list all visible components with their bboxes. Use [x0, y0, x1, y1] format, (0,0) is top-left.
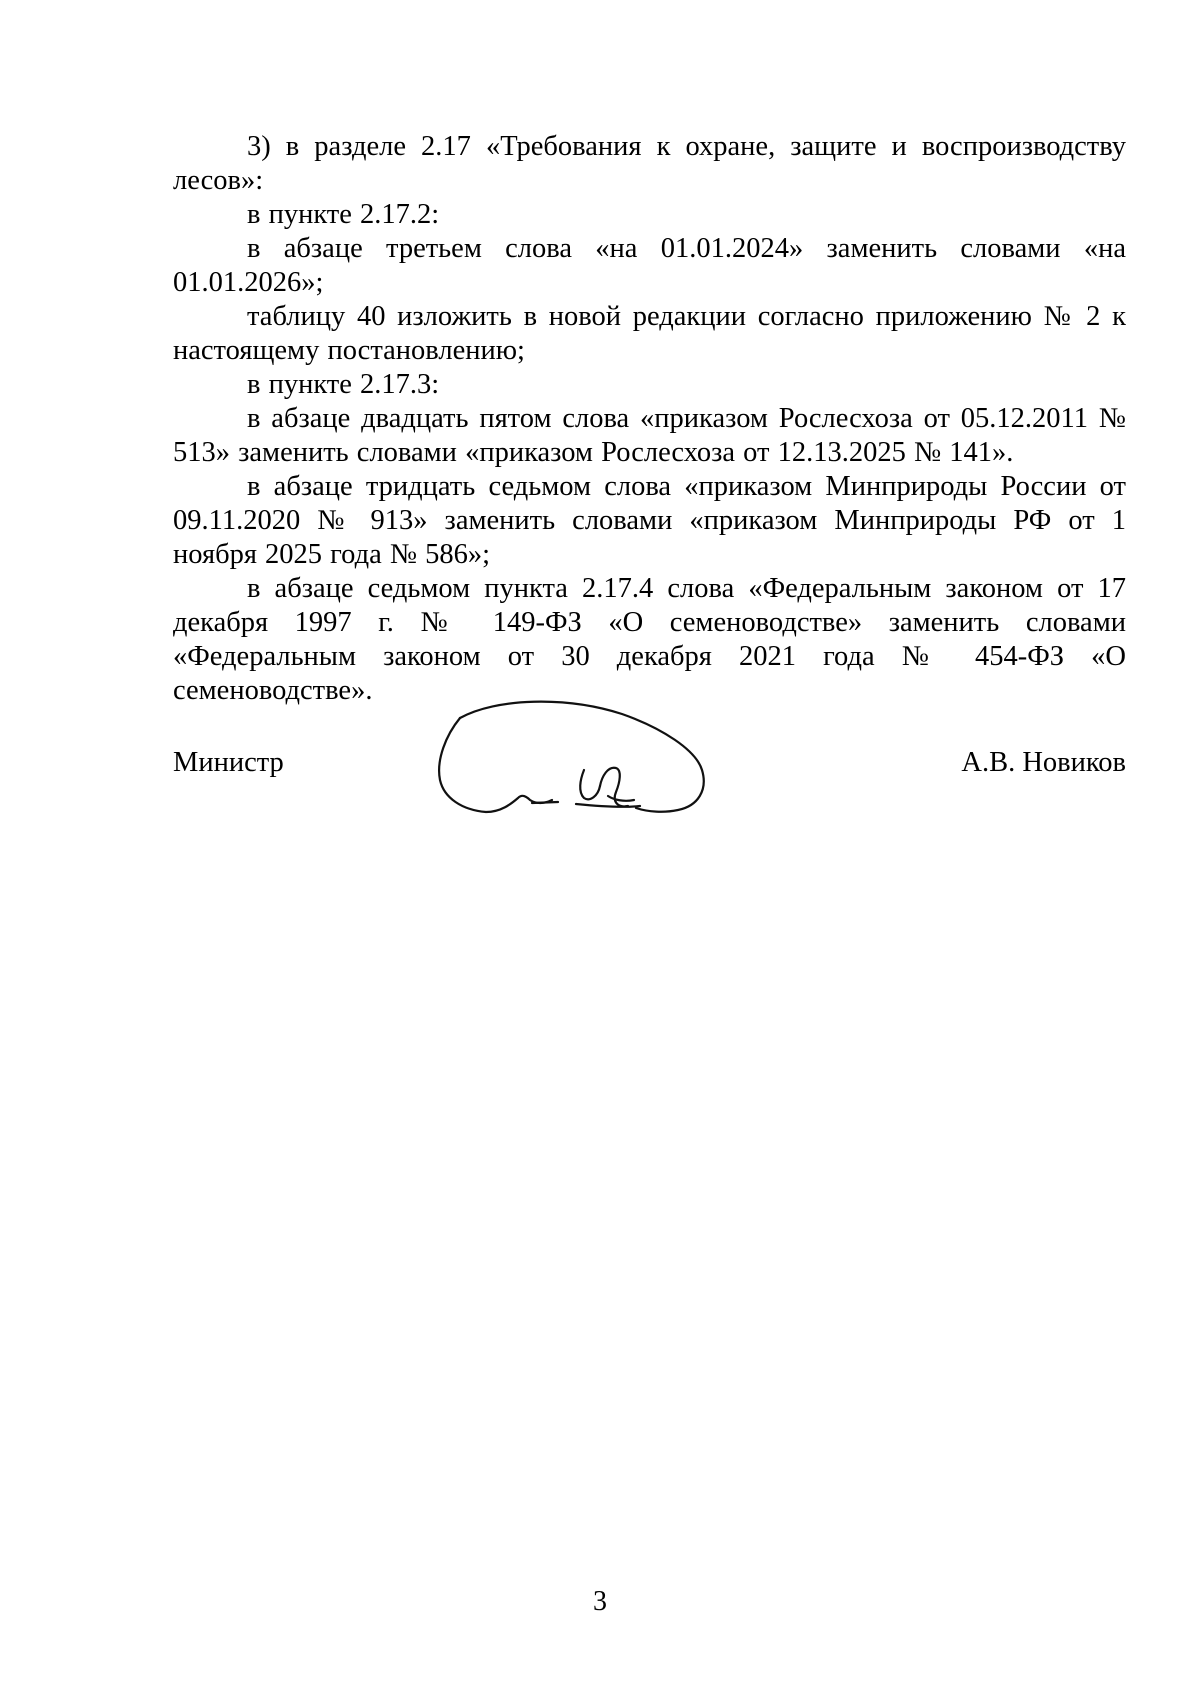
paragraph-point-2-17-4: в абзаце седьмом пункта 2.17.4 слова «Федеральным законом от 17 декабря 1997 г. № 149-ФЗ «О семеноводстве» заменить словами «Федеральным законом от 30 декабря 2021 года № 454-ФЗ «О семеноводстве».: [173, 573, 1126, 706]
position-title: Министр: [173, 747, 284, 778]
paragraph-section-2-17: 3) в разделе 2.17 «Требования к охране, защите и воспроизводству лесов»:: [173, 131, 1126, 196]
signature-block: [173, 700, 1126, 820]
document-body: [173, 130, 1126, 708]
paragraph-thirty-seventh-abzac: в абзаце тридцать седьмом слова «приказом Минприроды России от 09.11.2020 № 913» заменить словами «приказом Минприроды РФ от 1 ноября 2025 года № 586»;: [173, 471, 1126, 570]
paragraph-point-2-17-3: в пункте 2.17.3:: [247, 369, 440, 400]
paragraph-twenty-fifth-abzac: в абзаце двадцать пятом слова «приказом Рослесхоза от 05.12.2011 № 513» заменить словами «приказом Рослесхоза от 12.13.2025 № 141».: [173, 403, 1126, 468]
paragraph-point-2-17-2: в пункте 2.17.2:: [247, 199, 440, 230]
handwritten-signature-icon: [426, 700, 726, 820]
paragraph-table-40: таблицу 40 изложить в новой редакции согласно приложению № 2 к настоящему постановлению;: [173, 301, 1126, 366]
paragraph-third-abzac: в абзаце третьем слова «на 01.01.2024» заменить словами «на 01.01.2026»;: [173, 233, 1126, 298]
signer-name: А.В. Новиков: [961, 747, 1126, 778]
page-number: 3: [593, 1586, 607, 1617]
